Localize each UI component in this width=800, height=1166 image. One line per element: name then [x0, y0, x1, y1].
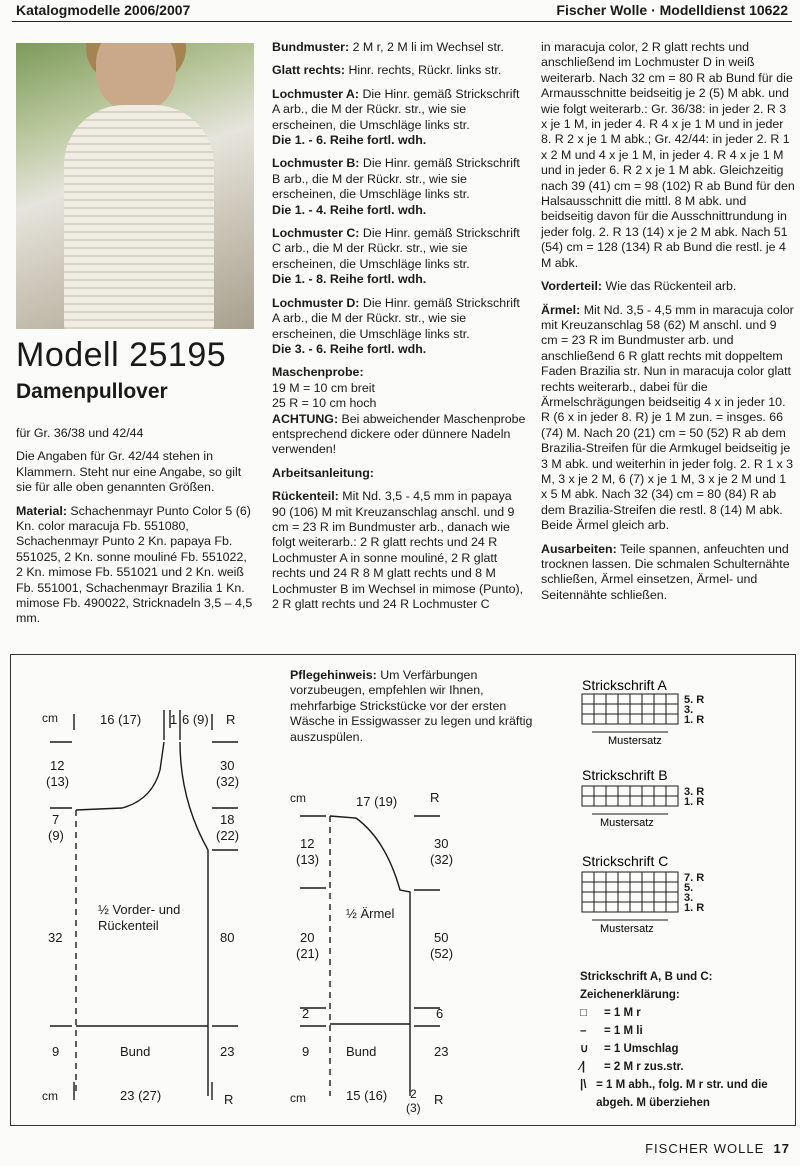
vorderteil-label: Vorderteil: [541, 279, 603, 294]
chart-b-repeat: Mustersatz [600, 817, 654, 829]
maschenprobe-width: 19 M = 10 cm breit [272, 380, 375, 395]
lochmuster-a-repeat: Die 1. - 6. Reihe fortl. wdh. [272, 133, 427, 148]
k2tog-icon: ⁄| [580, 1061, 586, 1073]
model-subtitle: Damenpullover [16, 380, 168, 403]
header-rule [12, 21, 792, 22]
chart-b-row-1: 1. R [684, 796, 705, 808]
sleeve-cm-label: cm [290, 791, 306, 805]
chart-c [578, 852, 778, 942]
body-r1: 30 [220, 758, 235, 773]
body-r3: 80 [220, 930, 235, 945]
sleeve-bottom-extra-b: (3) [406, 1101, 421, 1115]
aermel-label: Ärmel: [541, 302, 581, 317]
lochmuster-d-paragraph [272, 296, 526, 358]
body-top-width: 16 (17) [100, 712, 142, 727]
legend-title-2: Zeichenerklärung: [580, 989, 680, 1001]
body-r4: 23 [220, 1044, 235, 1059]
body-cm-label: cm [42, 711, 58, 725]
chart-c-row-7: 7. R [684, 872, 705, 884]
photo-sweater [64, 105, 214, 329]
bund-paragraph [272, 40, 526, 55]
lochmuster-c-label: Lochmuster C: [272, 226, 360, 241]
sleeve-h2: 20 [300, 930, 315, 945]
arbeitsanleitung-label: Arbeitsanleitung: [272, 465, 374, 480]
legend-yarnover-text: = 1 Umschlag [604, 1043, 679, 1055]
rueckenteil-label: Rückenteil: [272, 489, 339, 504]
chart-c-row-5: 5. [684, 882, 694, 894]
chart-c-repeat: Mustersatz [600, 923, 654, 935]
sleeve-top-width: 17 (19) [356, 794, 398, 809]
maschenprobe-label: Maschenprobe: [272, 365, 364, 380]
lochmuster-a-label: Lochmuster A: [272, 86, 359, 101]
sleeve-r2: 50 [434, 930, 449, 945]
skpo-icon: |\ [580, 1079, 587, 1091]
body-h2: 7 [52, 812, 60, 827]
sizes-note: Die Angaben für Gr. 42/44 stehen in Klammern. Steht nur eine Angabe, so gilt sie für alle oben genannten Größen. [16, 449, 242, 495]
body-shoulder-width: 1 [170, 712, 178, 727]
rueckenteil-continued: in maracuja color, 2 R glatt rechts und anschließend im Lochmuster D in weiß weiterarb. Nach 32 cm = 80 R ab Bund für die Armausschnitte beidseitig je 2 (5) M abk. und wie folgt weiterarb.: Gr. 36/38: in jeder 2. R 3 x je 1 M, in jeder 4. R 4 x je 1 M und in jeder 8. R 2 x je 1 M abk.; Gr. 42/44: in jeder 2. R 1 x 2 M und 4 x je 1 M, in jeder 4. R 4 x je 1 M und in jeder 6. R 2 x je 1 M abk. Gleichzeitig nach 39 (41) cm = 98 (102) R ab Bund für den Halsausschnitt die mittl. 8 M abk. und beidseitig davon für die Ausschnittrundung in jeder folg. 2. R 13 (14) x je 2 M abk. Nach 51 (54) cm = 128 (134) R ab Bund die restl. je 4 M abk. [541, 40, 795, 270]
chart-a [578, 676, 778, 756]
body-h4: 9 [52, 1044, 60, 1059]
chart-a-row-5: 5. R [684, 694, 705, 706]
achtung-label: ACHTUNG: [272, 411, 339, 426]
sleeve-piece-label: ½ Ärmel [346, 906, 395, 921]
aermel-paragraph [541, 303, 795, 534]
chart-a-row-3: 3. [684, 704, 694, 716]
lochmuster-b-text: Die Hinr. gemäß Strickschrift B arb., die M der Rückr. str., wie sie erscheinen, die Umschläge links str. [272, 156, 520, 202]
instructions-column-3 [541, 40, 795, 611]
body-piece-label-2: Rückenteil [98, 918, 159, 933]
sleeve-r1: 30 [434, 836, 449, 851]
care-note [290, 668, 550, 745]
vorderteil-paragraph [541, 279, 795, 294]
material-label: Material: [16, 503, 67, 518]
lochmuster-a-paragraph [272, 87, 526, 149]
page-footer [645, 1141, 790, 1156]
glatt-label: Glatt rechts: [272, 63, 345, 78]
legend-skpo [580, 1076, 790, 1112]
chart-c-row-3: 3. [684, 892, 694, 904]
body-bottom-width: 23 (27) [120, 1088, 162, 1103]
sizes-text: für Gr. 36/38 und 42/44 [16, 426, 144, 440]
sleeve-r2b: (52) [430, 946, 454, 961]
symbol-legend [580, 968, 790, 1112]
chart-a-repeat: Mustersatz [608, 735, 662, 747]
lochmuster-d-label: Lochmuster D: [272, 295, 360, 310]
chart-c-title: Strickschrift C [582, 853, 669, 869]
vorderteil-text: Wie das Rückenteil arb. [605, 279, 737, 294]
legend-purl-text: = 1 M li [604, 1025, 643, 1037]
legend-knit [580, 1004, 790, 1022]
maschenprobe-paragraph [272, 365, 526, 457]
lochmuster-c-repeat: Die 1. - 8. Reihe fortl. wdh. [272, 272, 427, 287]
rueckenteil-text: Mit Nd. 3,5 - 4,5 mm in papaya 90 (106) M mit Kreuzanschlag anschl. und 9 cm = 23 R im Bundmuster arb., danach wie folgt weiterarb.: 2 R glatt rechts und 24 R Lochmuster A in sonne mouliné, 2 R glatt rechts und 24 R 8 M glatt rechts und 8 M Lochmuster B im Wechsel in mimose (Punto), 2 R glatt rechts und 24 R Lochmuster C [272, 489, 524, 611]
sleeve-bottom-width: 15 (16) [346, 1088, 388, 1103]
sleeve-h2b: (21) [296, 946, 320, 961]
care-text: Um Verfärbungen vorzubeugen, empfehlen wir Ihnen, mehrfarbige Strickstücke vor der ersten Wäsche in Essigwasser zu legen und kräftig auszuspülen. [290, 668, 533, 744]
lochmuster-a-text: Die Hinr. gemäß Strickschrift A arb., die M der Rückr. str., wie sie erscheinen, die Umschläge links str. [272, 86, 520, 132]
ausarbeiten-text: Teile spannen, anfeuchten und trocknen lassen. Die schmalen Schulternähte schließen, Ärmel einsetzen, Ärmel- und Seitennähte schließen. [541, 541, 790, 602]
body-schematic [12, 700, 282, 1120]
sleeve-r3: 6 [436, 1006, 444, 1021]
sleeve-h1: 12 [300, 836, 315, 851]
sleeve-r-label-bottom: R [434, 1092, 444, 1107]
legend-yarnover [580, 1040, 790, 1058]
body-h3: 32 [48, 930, 63, 945]
ausarbeiten-paragraph [541, 542, 795, 604]
rueckenteil-paragraph [272, 489, 526, 612]
body-piece-label-1: ½ Vorder- und [98, 902, 181, 917]
knit-square-icon: □ [580, 1007, 587, 1019]
achtung-text: Bei abweichender Maschenprobe entsprechend dickere oder dünnere Nadeln verwenden! [272, 411, 526, 457]
body-r2: 18 [220, 812, 235, 827]
body-h2b: (9) [48, 828, 64, 843]
ausarbeiten-label: Ausarbeiten: [541, 541, 617, 556]
bund-text: 2 M r, 2 M li im Wechsel str. [352, 40, 504, 54]
body-neck-width: 6 (9) [182, 712, 209, 727]
legend-knit-text: = 1 M r [604, 1007, 641, 1019]
body-bund-label: Bund [120, 1044, 151, 1059]
yarnover-icon: ∪ [580, 1043, 589, 1055]
legend-k2tog-text: = 2 M r zus.str. [604, 1061, 684, 1073]
material-text: Schachenmayr Punto Color 5 (6) Kn. color maracuja Fb. 551080, Schachenmayr Punto 2 Kn. papaya Fb. 551025, 2 Kn. sonne mouliné Fb. 551022, 2 Kn. mimose Fb. 551021 und 2 Kn. weiß Fb. 551001, Schachenmayr Brazilia 1 Kn. mimose Fb. 490022, Stricknadeln 3,5 – 4,5 mm. [16, 503, 253, 626]
sleeve-cm-label-bottom: cm [290, 1091, 306, 1105]
model-number: Modell 25195 [16, 336, 227, 374]
header-brand: Fischer Wolle · Modelldienst 10622 [556, 2, 788, 18]
footer-brand: FISCHER WOLLE [645, 1141, 765, 1156]
sleeve-r4: 23 [434, 1044, 449, 1059]
chart-b [578, 766, 778, 836]
purl-dash-icon: – [580, 1025, 587, 1037]
sleeve-bottom-extra: 2 [410, 1087, 417, 1101]
lochmuster-b-paragraph [272, 156, 526, 218]
sleeve-h3: 2 [302, 1006, 310, 1021]
lochmuster-d-text: Die Hinr. gemäß Strickschrift A arb., die M der Rückr. str., wie sie erscheinen, die Umschläge links str. [272, 295, 520, 341]
photo-head [96, 43, 176, 113]
sleeve-r1b: (32) [430, 852, 454, 867]
arbeitsanleitung-heading [272, 466, 526, 481]
chart-a-row-1: 1. R [684, 714, 705, 726]
chart-b-row-3: 3. R [684, 786, 705, 798]
lochmuster-c-paragraph [272, 226, 526, 288]
body-r1b: (32) [216, 774, 240, 789]
legend-k2tog [580, 1058, 790, 1076]
lochmuster-b-repeat: Die 1. - 4. Reihe fortl. wdh. [272, 202, 427, 217]
sleeve-bund-label: Bund [346, 1044, 377, 1059]
legend-title-1: Strickschrift A, B und C: [580, 971, 713, 983]
page-number: 17 [773, 1141, 790, 1156]
glatt-paragraph [272, 63, 526, 78]
sleeve-h4: 9 [302, 1044, 310, 1059]
body-h1b: (13) [46, 774, 70, 789]
intro-column [16, 426, 254, 635]
care-label: Pflegehinweis: [290, 668, 377, 682]
lochmuster-b-label: Lochmuster B: [272, 156, 360, 171]
material-paragraph [16, 504, 254, 627]
body-r-label-bottom: R [224, 1092, 234, 1107]
bund-label: Bundmuster: [272, 40, 350, 54]
legend-purl [580, 1022, 790, 1040]
model-photo [16, 43, 254, 329]
lochmuster-c-text: Die Hinr. gemäß Strickschrift C arb., die M der Rückr. str., wie sie erscheinen, die Umschläge links str. [272, 226, 520, 271]
body-r2b: (22) [216, 828, 240, 843]
body-cm-label-bottom: cm [42, 1089, 58, 1103]
body-r-label-top: R [226, 712, 236, 727]
sleeve-schematic [286, 780, 476, 1120]
page-header [0, 0, 800, 22]
header-catalog: Katalogmodelle 2006/2007 [16, 2, 191, 18]
instructions-column-2 [272, 40, 526, 620]
body-h1: 12 [50, 758, 65, 773]
maschenprobe-height: 25 R = 10 cm hoch [272, 396, 377, 411]
chart-b-title: Strickschrift B [582, 767, 668, 783]
sleeve-h1b: (13) [296, 852, 320, 867]
legend-skpo-text: = 1 M abh., folg. M r str. und die abgeh. M überziehen [596, 1079, 768, 1109]
aermel-text: Mit Nd. 3,5 - 4,5 mm in maracuja color mit Kreuzanschlag 58 (62) M anschl. und 9 cm = 23 R im Bundmuster arb. und anschließend 6 R glatt rechts mit doppeltem Faden Brazilia str. Nun in maracuja color glatt rechts weiterarb., dabei für die Ärmelschrägungen beidseitig 4 x in jeder 10. R (6 x in jeder 8. R) je 1 M zun. = insges. 66 (74) M. Nach 20 (21) cm = 50 (52) R ab dem Brazilia-Streifen für die Armkugel beidseitig je 3 M abk. und weiterhin in jeder folg. 2. R 1 x 3 M, 3 x je 2 M, 6 (7) x je 1 M, 3 x je 2 M und 1 x 5 M abk. Nach 32 (34) cm = 80 (84) R ab dem Brazilia-Streifen die restl. 8 (14) M abk. Beide Ärmel gleich arb. [541, 302, 794, 533]
lochmuster-d-repeat: Die 3. - 6. Reihe fortl. wdh. [272, 341, 427, 356]
chart-a-title: Strickschrift A [582, 677, 667, 693]
chart-c-row-1: 1. R [684, 902, 705, 914]
glatt-text: Hinr. rechts, Rückr. links str. [348, 63, 502, 78]
sleeve-r-label-top: R [430, 790, 440, 805]
